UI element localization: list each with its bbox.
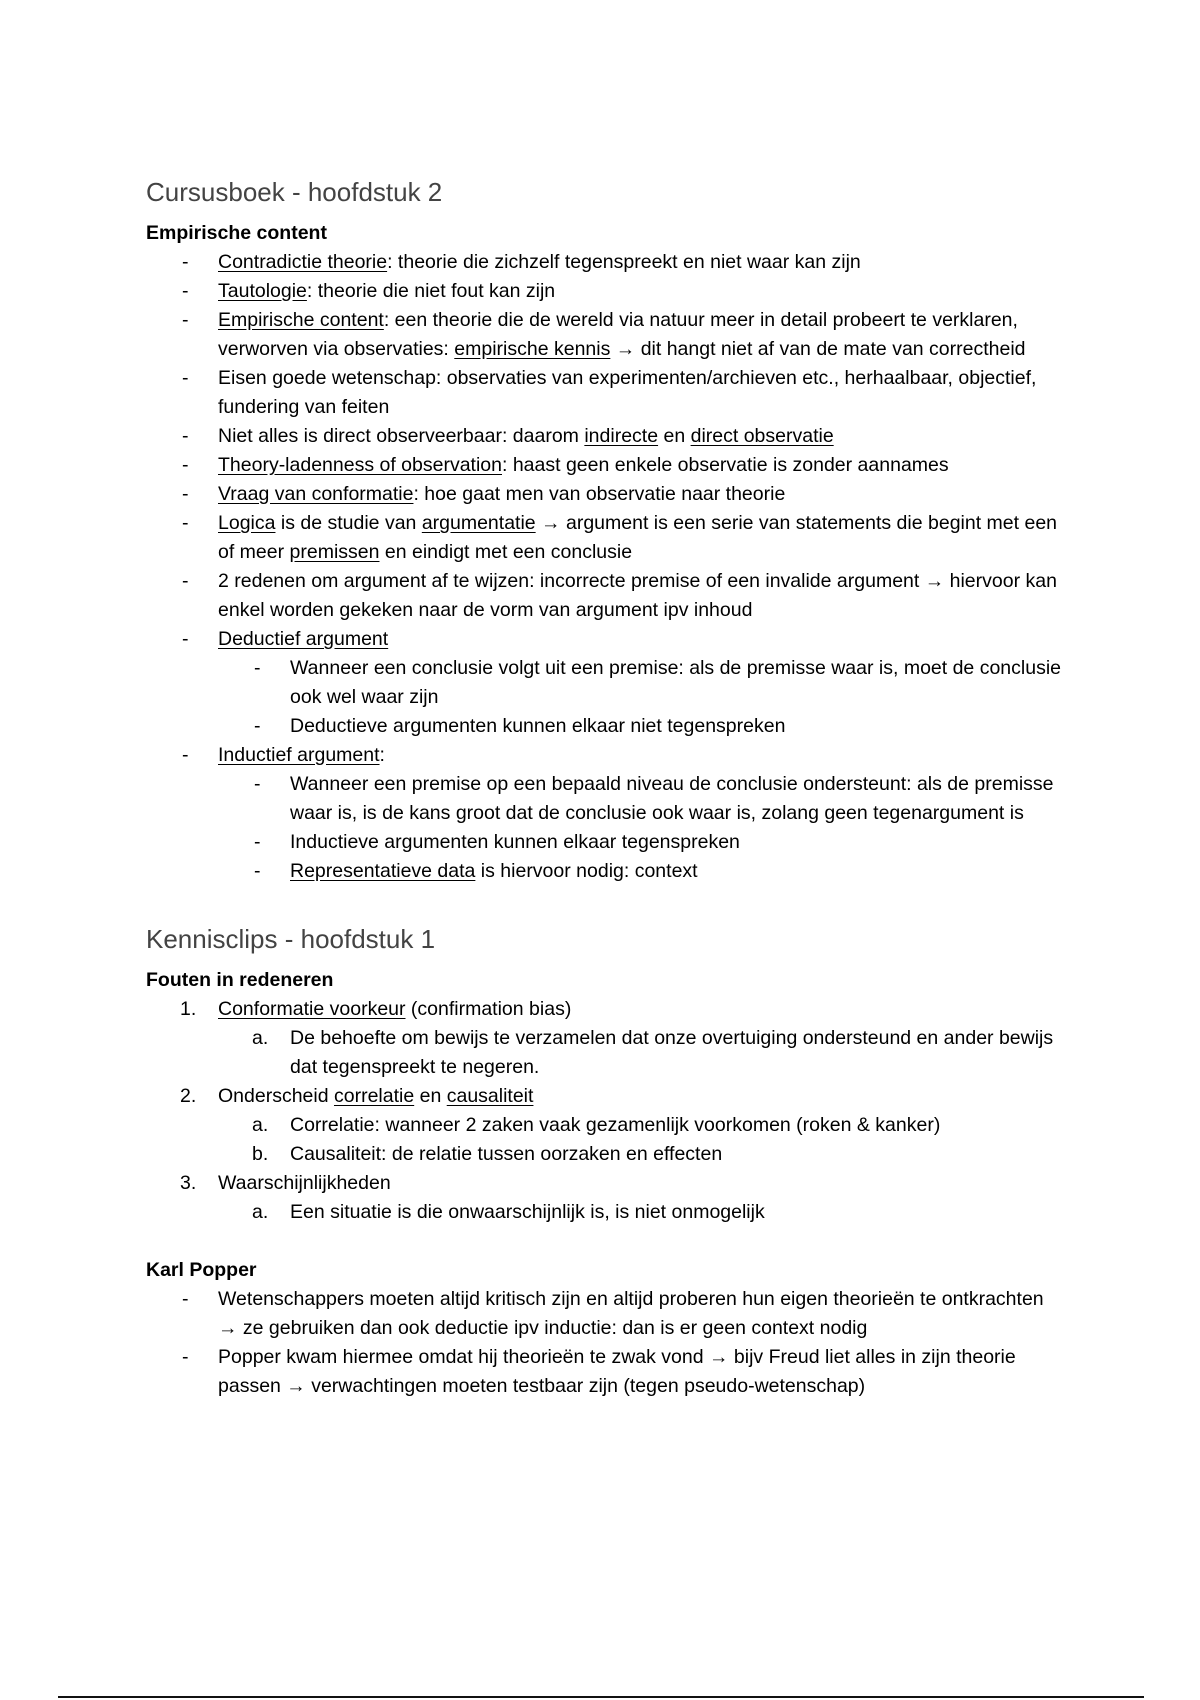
list-item xyxy=(146,712,1066,741)
list-letter: a. xyxy=(252,1027,269,1049)
text: Wetenschappers moeten altijd kritisch zijn en altijd proberen hun eigen theorieën te ontkrachten → ze gebruiken dan ook deductie ipv inductie: dan is er geen context nodig xyxy=(218,1288,1044,1339)
subheading-karl-popper: Karl Popper xyxy=(146,1259,257,1281)
term: Contradictie theorie xyxy=(218,251,388,273)
list-item xyxy=(146,480,1066,509)
empirische-content-list xyxy=(146,248,1066,886)
list-item xyxy=(146,306,1066,364)
list-item xyxy=(146,770,1066,828)
text: Wanneer een premise op een bepaald niveau de conclusie ondersteunt: als de premisse waar is, is de kans groot dat de conclusie ook waar is, zolang geen tegenargument is xyxy=(290,773,1054,824)
dash-bullet: - xyxy=(182,454,189,476)
dash-bullet: - xyxy=(182,483,189,505)
list-item xyxy=(146,277,1066,306)
dash-bullet: - xyxy=(182,280,189,302)
text: : haast geen enkele observatie is zonder aannames xyxy=(502,454,949,476)
text: is hiervoor nodig: context xyxy=(475,860,698,882)
subheading-fouten-in-redeneren: Fouten in redeneren xyxy=(146,969,334,991)
text: 2 redenen om argument af te wijzen: incorrecte premise of een invalide argument → hiervoor kan enkel worden gekeken naar de vorm van argument ipv inhoud xyxy=(218,570,1057,621)
term: Empirische content xyxy=(218,309,384,331)
text: → dit hangt niet af van de mate van correctheid xyxy=(610,338,1026,360)
list-item xyxy=(146,625,1066,654)
list-item xyxy=(146,995,1066,1024)
text: Eisen goede wetenschap: observaties van experimenten/archieven etc., herhaalbaar, objectief, fundering van feiten xyxy=(218,367,1037,418)
term: indirecte xyxy=(584,425,659,447)
list-letter: b. xyxy=(252,1143,269,1165)
list-item xyxy=(146,1082,1066,1111)
text: en xyxy=(414,1085,447,1107)
list-letter: a. xyxy=(252,1201,269,1223)
term: causaliteit xyxy=(446,1085,534,1107)
dash-bullet: - xyxy=(254,657,261,679)
term: empirische kennis xyxy=(454,338,611,360)
dash-bullet: - xyxy=(182,309,189,331)
term: premissen xyxy=(289,541,380,563)
dash-bullet: - xyxy=(182,425,189,447)
dash-bullet: - xyxy=(182,744,189,766)
text: Een situatie is die onwaarschijnlijk is, is niet onmogelijk xyxy=(290,1201,765,1223)
list-number: 1. xyxy=(180,998,197,1020)
list-item xyxy=(146,654,1066,712)
list-item xyxy=(146,1343,1066,1401)
text: is de studie van xyxy=(275,512,422,534)
fouten-list xyxy=(146,995,1066,1227)
text: Causaliteit: de relatie tussen oorzaken en effecten xyxy=(290,1143,723,1165)
list-item xyxy=(146,451,1066,480)
term: correlatie xyxy=(333,1085,415,1107)
dash-bullet: - xyxy=(254,773,261,795)
text: (confirmation bias) xyxy=(405,998,572,1020)
list-number: 3. xyxy=(180,1172,197,1194)
dash-bullet: - xyxy=(182,1346,189,1368)
list-item xyxy=(146,1169,1066,1198)
dash-bullet: - xyxy=(182,628,189,650)
list-item xyxy=(146,1285,1066,1343)
subheading-empirische-content: Empirische content xyxy=(146,222,327,244)
text: en xyxy=(658,425,691,447)
list-item xyxy=(146,248,1066,277)
list-item xyxy=(146,1111,1066,1140)
dash-bullet: - xyxy=(254,860,261,882)
list-item xyxy=(146,364,1066,422)
list-letter: a. xyxy=(252,1114,269,1136)
dash-bullet: - xyxy=(182,1288,189,1310)
text: : xyxy=(379,744,385,766)
text: Deductieve argumenten kunnen elkaar niet tegenspreken xyxy=(290,715,786,737)
dash-bullet: - xyxy=(182,570,189,592)
term: Conformatie voorkeur xyxy=(218,998,406,1020)
text: Inductieve argumenten kunnen elkaar tegenspreken xyxy=(290,831,740,853)
text: : theorie die zichzelf tegenspreekt en niet waar kan zijn xyxy=(387,251,861,273)
list-item xyxy=(146,1024,1066,1082)
text: De behoefte om bewijs te verzamelen dat onze overtuiging ondersteund en ander bewijs dat tegenspreekt te negeren. xyxy=(290,1027,1054,1078)
dash-bullet: - xyxy=(254,715,261,737)
section-heading-cursusboek: Cursusboek - hoofdstuk 2 xyxy=(146,177,443,207)
term: Theory-ladenness of observation xyxy=(218,454,502,476)
list-item xyxy=(146,1140,1066,1169)
list-item xyxy=(146,857,1066,886)
text: → argument is een serie van statements die begint met een of meer xyxy=(218,512,1058,563)
term: argumentatie xyxy=(421,512,536,534)
text: en eindigt met een conclusie xyxy=(379,541,633,563)
term: Representatieve data xyxy=(290,860,476,882)
text: : theorie die niet fout kan zijn xyxy=(306,280,556,302)
dash-bullet: - xyxy=(182,251,189,273)
document-body xyxy=(146,175,1066,1401)
text: Waarschijnlijkheden xyxy=(218,1172,391,1194)
dash-bullet: - xyxy=(182,512,189,534)
term: Logica xyxy=(218,512,276,534)
karl-popper-list xyxy=(146,1285,1066,1401)
list-item xyxy=(146,509,1066,567)
text: Niet alles is direct observeerbaar: daarom xyxy=(218,425,585,447)
list-item xyxy=(146,422,1066,451)
list-item xyxy=(146,567,1066,625)
dash-bullet: - xyxy=(254,831,261,853)
dash-bullet: - xyxy=(182,367,189,389)
term: Inductief argument xyxy=(218,744,380,766)
list-number: 2. xyxy=(180,1085,197,1107)
section-heading-kennisclips: Kennisclips - hoofdstuk 1 xyxy=(146,924,436,954)
list-item xyxy=(146,1198,1066,1227)
list-item xyxy=(146,828,1066,857)
term: Vraag van conformatie xyxy=(218,483,414,505)
term: Deductief argument xyxy=(218,628,389,650)
text: Onderscheid xyxy=(218,1085,334,1107)
text: Correlatie: wanneer 2 zaken vaak gezamenlijk voorkomen (roken & kanker) xyxy=(290,1114,941,1136)
term: direct observatie xyxy=(690,425,834,447)
text: Popper kwam hiermee omdat hij theorieën te zwak vond → bijv Freud liet alles in zijn theorie passen → verwachtingen moeten testbaar zijn (tegen pseudo-wetenschap) xyxy=(218,1346,1016,1397)
term: Tautologie xyxy=(218,280,307,302)
footer-divider xyxy=(58,1696,1144,1698)
list-item xyxy=(146,741,1066,770)
text: : een theorie die de wereld via natuur meer in detail probeert te verklaren, verworven via observaties: xyxy=(218,309,1018,360)
text: Wanneer een conclusie volgt uit een premise: als de premisse waar is, moet de conclusie ook wel waar zijn xyxy=(290,657,1061,708)
text: : hoe gaat men van observatie naar theorie xyxy=(413,483,786,505)
